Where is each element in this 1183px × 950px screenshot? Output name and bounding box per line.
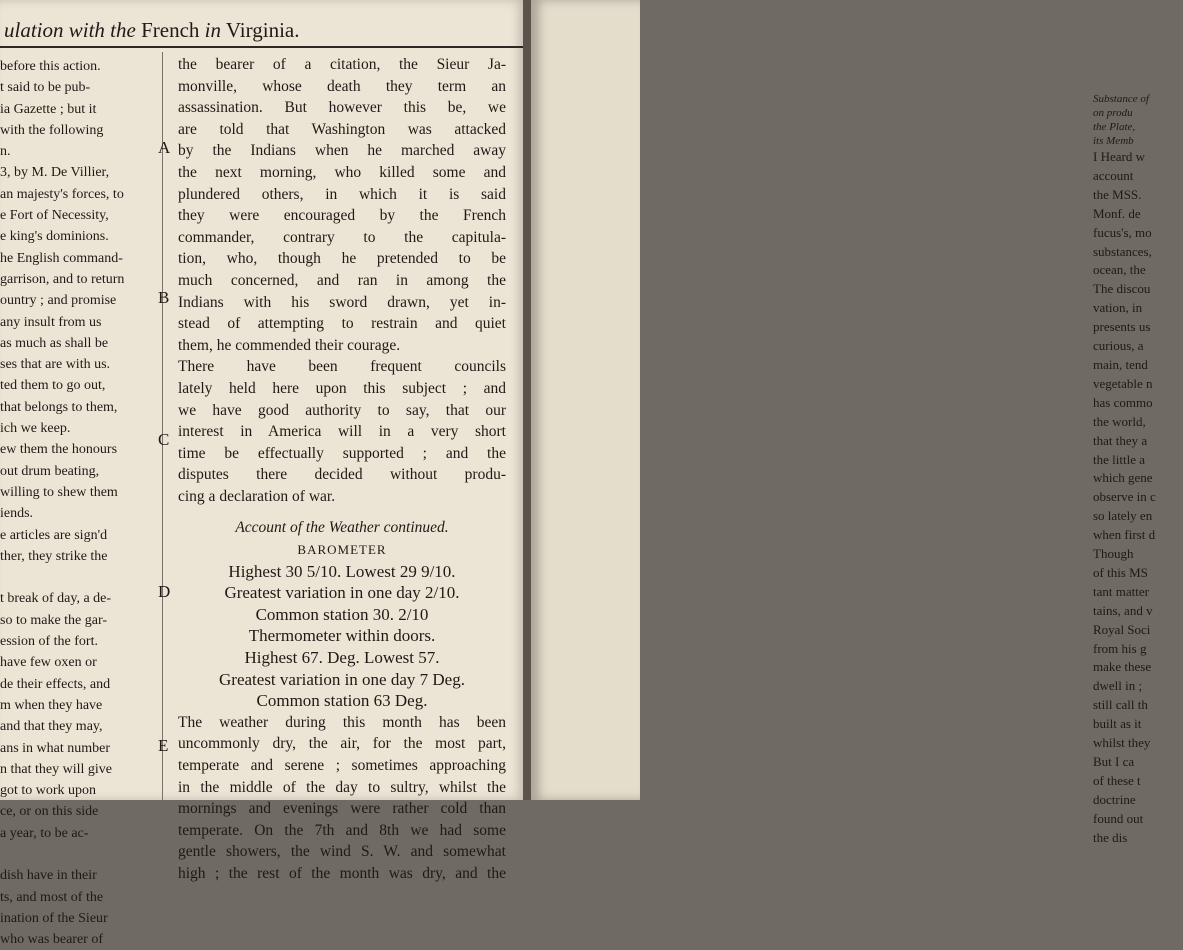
- text-line: found out: [1093, 810, 1144, 826]
- margin-letter-e: E: [158, 736, 169, 755]
- paragraph-washington: [178, 54, 506, 356]
- text-line: ther, they strike the: [0, 548, 108, 564]
- text-line: Common station 63 Deg.: [256, 691, 428, 711]
- text-line: ans in what number: [0, 740, 111, 756]
- left-column-text: [0, 56, 152, 950]
- text-line: ountry ; and promise: [0, 293, 117, 309]
- text-line: observe in c: [1093, 489, 1156, 505]
- text-line: in the middle of the day to sultry, whilst the: [178, 778, 506, 796]
- text-line: ia Gazette ; but it: [0, 101, 97, 117]
- margin-letter-a: A: [158, 138, 171, 157]
- right-column-lines: [1093, 148, 1183, 848]
- header-text-1: ulation with the: [4, 18, 136, 42]
- right-newspaper-page: [531, 0, 1156, 845]
- text-line: Greatest variation in one day 2/10.: [224, 583, 460, 603]
- text-line: interest in America will in a very short: [178, 423, 506, 441]
- text-line: ce, or on this side: [0, 804, 99, 820]
- text-line: Indians with his sword drawn, yet in-: [178, 293, 506, 311]
- left-newspaper-page: [0, 0, 525, 948]
- header-text-3: in: [204, 18, 222, 42]
- text-line: a year, to be ac-: [0, 825, 89, 841]
- text-line: are told that Washington was attacked: [178, 120, 506, 138]
- text-line: cing a declaration of war.: [178, 487, 336, 505]
- page-gutter: [523, 0, 531, 800]
- text-line: n.: [0, 144, 11, 160]
- text-line: There have been frequent councils: [178, 358, 506, 376]
- text-line: [0, 844, 152, 865]
- text-line: still call th: [1093, 697, 1148, 713]
- text-line: whilst they: [1093, 735, 1151, 751]
- text-line: that belongs to them,: [0, 399, 118, 415]
- text-line: Monf. de: [1093, 205, 1141, 221]
- text-line: gentle showers, the wind S. W. and somewhat: [178, 843, 506, 861]
- text-line: uncommonly dry, the air, for the most part,: [178, 735, 506, 753]
- text-line: substances,: [1093, 243, 1152, 259]
- text-line: the world,: [1093, 413, 1146, 429]
- text-line: which gene: [1093, 470, 1153, 486]
- text-line: tion, who, though he pretended to be: [178, 250, 506, 268]
- text-line: willing to shew them: [0, 484, 118, 500]
- text-line: Substance of: [1093, 93, 1149, 105]
- text-line: lately held here upon this subject ; and: [178, 379, 506, 397]
- text-line: I Heard w: [1093, 149, 1145, 164]
- text-line: Highest 30 5/10. Lowest 29 9/10.: [228, 561, 456, 581]
- text-line: any insult from us: [0, 314, 102, 330]
- text-line: ession of the fort.: [0, 634, 98, 650]
- text-line: when first d: [1093, 527, 1156, 543]
- text-line: the dis: [1093, 829, 1128, 845]
- text-line: got to work upon: [0, 783, 97, 799]
- text-line: But I ca: [1093, 754, 1135, 769]
- right-column-heading: [1093, 92, 1183, 148]
- text-line: e king's dominions.: [0, 229, 109, 245]
- header-rule: [0, 46, 525, 48]
- text-line: n that they will give: [0, 761, 112, 777]
- text-line: commander, contrary to the capitula-: [178, 228, 506, 246]
- text-line: they were encouraged by the French: [178, 207, 506, 225]
- text-line: ination of the Sieur: [0, 910, 108, 926]
- text-line: disputes there decided without produ-: [178, 466, 506, 484]
- right-column-text: [1093, 92, 1183, 848]
- text-line: doctrine: [1093, 791, 1136, 807]
- text-line: has commo: [1093, 394, 1153, 410]
- text-line: e Fort of Necessity,: [0, 208, 109, 224]
- header-text-4: Virginia.: [225, 18, 300, 42]
- main-column-text: [178, 54, 506, 885]
- text-line: 3, by M. De Villier,: [0, 165, 110, 181]
- text-line: ew them the honours: [0, 442, 118, 458]
- text-line: an majesty's forces, to: [0, 186, 124, 202]
- text-line: dish have in their: [0, 868, 97, 884]
- text-line: have few oxen or: [0, 655, 97, 671]
- text-line: ich we keep.: [0, 421, 71, 437]
- margin-letter-b: B: [158, 288, 170, 307]
- text-line: so lately en: [1093, 508, 1153, 524]
- text-line: Common station 30. 2/10: [255, 604, 429, 624]
- running-header: [0, 18, 529, 43]
- text-line: The discou: [1093, 281, 1151, 297]
- text-line: as much as shall be: [0, 335, 109, 351]
- text-line: them, he commended their courage.: [178, 336, 401, 354]
- text-line: fucus's, mo: [1093, 224, 1152, 240]
- text-line: with the following: [0, 122, 104, 138]
- text-line: we have good authority to say, that our: [178, 401, 506, 419]
- text-line: t said to be pub-: [0, 80, 91, 96]
- text-line: ts, and most of the: [0, 889, 104, 905]
- text-line: garrison, and to return: [0, 271, 125, 287]
- text-line: Greatest variation in one day 7 Deg.: [219, 669, 465, 689]
- text-line: the bearer of a citation, the Sieur Ja-: [178, 56, 506, 73]
- text-line: temperate and serene ; sometimes approaching: [178, 757, 506, 774]
- text-line: stead of attempting to restrain and quiet: [178, 315, 506, 333]
- margin-letter-c: C: [158, 430, 170, 449]
- weather-table: [178, 561, 506, 712]
- text-line: mornings and evenings were rather cold than: [178, 800, 506, 818]
- text-line: time be effectually supported ; and the: [178, 444, 506, 462]
- text-line: presents us: [1093, 319, 1151, 335]
- text-line: e articles are sign'd: [0, 527, 108, 543]
- text-line: vegetable n: [1093, 375, 1153, 391]
- text-line: of these t: [1093, 772, 1141, 788]
- text-line: high ; the rest of the month was dry, and the: [178, 864, 506, 882]
- text-line: the MSS.: [1093, 186, 1142, 202]
- text-line: t break of day, a de-: [0, 591, 112, 607]
- barometer-label: BAROMETER: [297, 542, 387, 558]
- text-line: Highest 67. Deg. Lowest 57.: [244, 648, 440, 668]
- text-line: much concerned, and ran in among the: [178, 271, 506, 289]
- text-line: ocean, the: [1093, 262, 1146, 278]
- text-line: Thermometer within doors.: [248, 626, 436, 646]
- text-line: tains, and v: [1093, 602, 1153, 618]
- paragraph-councils: [178, 356, 506, 507]
- text-line: the little a: [1093, 451, 1145, 467]
- text-line: built as it: [1093, 716, 1142, 732]
- text-line: Royal Soci: [1093, 621, 1151, 637]
- text-line: and that they may,: [0, 719, 103, 735]
- weather-section: [178, 517, 506, 711]
- text-line: [0, 567, 152, 588]
- text-line: Though: [1093, 546, 1134, 562]
- text-line: dwell in ;: [1093, 678, 1143, 694]
- text-line: assassination. But however this be, we: [178, 99, 506, 117]
- text-line: ted them to go out,: [0, 378, 106, 394]
- text-line: The weather during this month has been: [178, 713, 506, 731]
- text-line: monville, whose death they term an: [178, 77, 506, 95]
- text-line: so to make the gar-: [0, 612, 108, 628]
- text-line: before this action.: [0, 59, 101, 74]
- text-line: that they a: [1093, 432, 1148, 448]
- text-line: de their effects, and: [0, 676, 111, 692]
- text-line: from his g: [1093, 640, 1147, 656]
- header-text-2: French: [141, 18, 200, 42]
- text-line: on produ: [1093, 107, 1133, 119]
- text-line: ses that are with us.: [0, 357, 111, 373]
- text-line: the next morning, who killed some and: [178, 163, 506, 181]
- text-line: out drum beating,: [0, 463, 100, 479]
- text-line: its Memb: [1093, 135, 1134, 147]
- text-line: by the Indians when he marched away: [178, 142, 506, 160]
- text-line: curious, a: [1093, 338, 1144, 354]
- text-line: account: [1093, 167, 1134, 183]
- text-line: temperate. On the 7th and 8th we had some: [178, 821, 506, 839]
- text-line: vation, in: [1093, 300, 1143, 316]
- column-divider: [162, 52, 163, 800]
- text-line: the Plate,: [1093, 121, 1136, 133]
- text-line: make these: [1093, 659, 1152, 675]
- text-line: tant matter: [1093, 583, 1149, 599]
- paragraph-weather-report: [178, 712, 506, 885]
- text-line: plundered others, in which it is said: [178, 185, 506, 203]
- text-line: iends.: [0, 506, 34, 522]
- text-line: of this MS: [1093, 564, 1148, 580]
- margin-letter-d: D: [158, 582, 171, 601]
- text-line: m when they have: [0, 697, 103, 713]
- text-line: he English command-: [0, 250, 123, 266]
- weather-heading: Account of the Weather continued.: [235, 519, 449, 537]
- text-line: main, tend: [1093, 356, 1148, 372]
- text-line: who was bearer of: [0, 932, 104, 948]
